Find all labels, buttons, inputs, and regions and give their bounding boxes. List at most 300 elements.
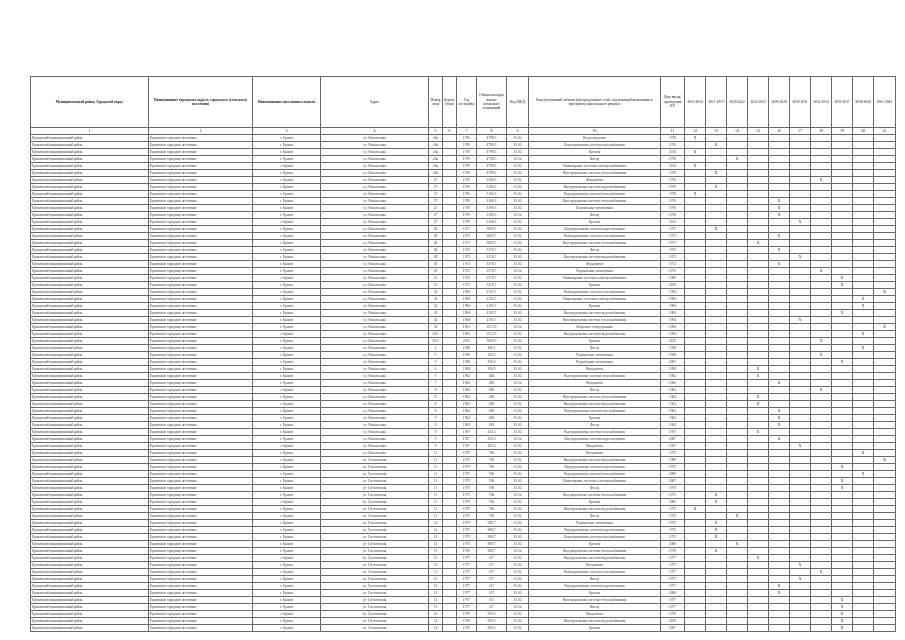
period-cell: [790, 338, 811, 345]
settlement-cell: Ершовское городское поселение: [149, 184, 253, 191]
year-cell: 1976: [457, 198, 477, 205]
period-cell: [853, 289, 874, 296]
table-row: [31, 422, 896, 429]
period-cell: [769, 282, 790, 289]
period-cell: [727, 135, 748, 142]
district-cell: Ершовский муниципальный район: [31, 331, 149, 338]
date-cell: 2009: [661, 471, 685, 478]
block-cell: [443, 611, 457, 618]
date-cell: 1962: [661, 373, 685, 380]
period-cell: [790, 555, 811, 562]
date-cell: 1972: [661, 254, 685, 261]
column-header: Код МКД: [507, 77, 529, 128]
period-cell: [790, 324, 811, 331]
period-cell: [769, 177, 790, 184]
period-mark: X: [769, 436, 790, 443]
period-cell: [748, 597, 769, 604]
column-number: 1: [31, 128, 149, 135]
period-cell: [832, 205, 853, 212]
house-cell: 31: [429, 275, 443, 282]
year-cell: 1962: [457, 401, 477, 408]
column-number: 5: [429, 128, 443, 135]
period-cell: [790, 205, 811, 212]
house-cell: 7: [429, 380, 443, 387]
period-mark: X: [790, 317, 811, 324]
period-cell: [874, 149, 896, 156]
street-cell: ул. Вокзальная: [321, 198, 429, 205]
period-cell: [811, 345, 832, 352]
street-cell: ул. Вокзальная: [321, 240, 429, 247]
table-row: [31, 541, 896, 548]
element-cell: Фундамент: [529, 380, 661, 387]
year-cell: 1976: [457, 142, 477, 149]
element-cell: Подвальные помещения: [529, 352, 661, 359]
house-cell: 7: [429, 373, 443, 380]
area-cell: 588,7: [477, 548, 507, 555]
year-cell: 1977: [457, 604, 477, 611]
period-cell: [727, 478, 748, 485]
period-cell: [874, 604, 896, 611]
street-cell: ул. Вокзальная: [321, 226, 429, 233]
period-mark: X: [853, 303, 874, 310]
date-cell: 1976: [661, 184, 685, 191]
street-cell: ул. Гоголевская: [321, 485, 429, 492]
table-row: [31, 506, 896, 513]
period-cell: [685, 464, 706, 471]
period-cell: [811, 611, 832, 618]
town-cell: г. Ершов: [253, 513, 321, 520]
period-cell: [790, 520, 811, 527]
period-cell: [853, 373, 874, 380]
area-cell: 3856,7: [477, 226, 507, 233]
street-cell: ул. Вокзальная: [321, 310, 429, 317]
period-cell: [706, 310, 727, 317]
table-row: [31, 338, 896, 345]
settlement-cell: Ершовское городское поселение: [149, 478, 253, 485]
period-cell: [706, 254, 727, 261]
street-cell: ул. Гоголевская: [321, 478, 429, 485]
settlement-cell: Ершовское городское поселение: [149, 156, 253, 163]
table-row: [31, 184, 896, 191]
period-cell: [853, 534, 874, 541]
code-cell: 33.02: [507, 170, 529, 177]
period-cell: [748, 408, 769, 415]
period-cell: [769, 324, 790, 331]
year-cell: 1976: [457, 618, 477, 625]
period-cell: [748, 415, 769, 422]
year-cell: 1975: [457, 527, 477, 534]
period-cell: [811, 219, 832, 226]
code-cell: 33.02: [507, 429, 529, 436]
table-row: [31, 415, 896, 422]
code-cell: 33.02: [507, 380, 529, 387]
block-cell: [443, 205, 457, 212]
period-mark: X: [853, 471, 874, 478]
period-mark: X: [811, 177, 832, 184]
year-cell: 1976: [457, 156, 477, 163]
street-cell: ул. Вокзальная: [321, 394, 429, 401]
period-cell: [874, 513, 896, 520]
settlement-cell: Ершовское городское поселение: [149, 590, 253, 597]
house-cell: 9: [429, 429, 443, 436]
period-cell: [853, 366, 874, 373]
period-cell: [706, 219, 727, 226]
period-cell: [685, 254, 706, 261]
settlement-cell: Ершовское городское поселение: [149, 352, 253, 359]
period-cell: [769, 345, 790, 352]
period-cell: [769, 191, 790, 198]
element-cell: Внутридомовая система газоснабжения: [529, 429, 661, 436]
period-cell: [790, 296, 811, 303]
period-cell: [811, 604, 832, 611]
area-cell: 356,5: [477, 366, 507, 373]
house-cell: 11: [429, 513, 443, 520]
element-cell: Подвальные помещения: [529, 268, 661, 275]
period-cell: [727, 345, 748, 352]
element-cell: Кровля: [529, 303, 661, 310]
district-cell: Ершовский муниципальный район: [31, 303, 149, 310]
period-cell: [685, 471, 706, 478]
area-cell: 766: [477, 485, 507, 492]
period-cell: [811, 135, 832, 142]
period-cell: [832, 387, 853, 394]
period-cell: [874, 450, 896, 457]
street-cell: ул. Вокзальная: [321, 401, 429, 408]
code-cell: 33.02: [507, 149, 529, 156]
period-cell: [853, 492, 874, 499]
element-cell: Фундамент: [529, 366, 661, 373]
period-cell: [748, 247, 769, 254]
period-cell: [790, 436, 811, 443]
house-cell: 28: [429, 226, 443, 233]
period-cell: [811, 492, 832, 499]
period-cell: [706, 471, 727, 478]
period-cell: [685, 275, 706, 282]
period-mark: X: [685, 163, 706, 170]
period-cell: [853, 135, 874, 142]
year-cell: 1976: [457, 611, 477, 618]
town-cell: г. Ершов: [253, 583, 321, 590]
table-row: [31, 443, 896, 450]
element-cell: Фасад: [529, 212, 661, 219]
period-cell: [790, 352, 811, 359]
period-cell: [769, 520, 790, 527]
street-cell: ул. Вокзальная: [321, 415, 429, 422]
period-cell: [769, 366, 790, 373]
period-mark: X: [832, 310, 853, 317]
period-cell: [811, 562, 832, 569]
period-mark: X: [874, 324, 896, 331]
period-cell: [769, 289, 790, 296]
period-mark: X: [769, 422, 790, 429]
year-cell: 1975: [457, 457, 477, 464]
table-row: [31, 597, 896, 604]
area-cell: 766: [477, 471, 507, 478]
period-cell: [832, 394, 853, 401]
period-cell: [748, 331, 769, 338]
period-mark: X: [748, 373, 769, 380]
period-cell: [811, 457, 832, 464]
block-cell: [443, 520, 457, 527]
town-cell: г. Ершов: [253, 268, 321, 275]
settlement-cell: Ершовское городское поселение: [149, 303, 253, 310]
year-cell: 1977: [457, 583, 477, 590]
date-cell: 1962: [661, 401, 685, 408]
period-cell: [706, 233, 727, 240]
period-cell: [832, 226, 853, 233]
block-cell: [443, 625, 457, 632]
period-cell: [706, 317, 727, 324]
house-cell: 13: [429, 590, 443, 597]
period-cell: [790, 513, 811, 520]
district-cell: Ершовский муниципальный район: [31, 324, 149, 331]
block-cell: [443, 352, 457, 359]
period-cell: [748, 254, 769, 261]
period-cell: [727, 338, 748, 345]
period-cell: [727, 380, 748, 387]
date-cell: 1977: [661, 562, 685, 569]
period-cell: [685, 289, 706, 296]
period-cell: [874, 282, 896, 289]
period-mark: X: [748, 366, 769, 373]
code-cell: 33.02: [507, 464, 529, 471]
period-cell: [769, 534, 790, 541]
period-cell: [748, 443, 769, 450]
period-cell: [874, 261, 896, 268]
table-row: [31, 310, 896, 317]
column-header: 2032 2034: [811, 77, 832, 128]
period-cell: [790, 191, 811, 198]
district-cell: Ершовский муниципальный район: [31, 520, 149, 527]
period-cell: [748, 177, 769, 184]
table-row: [31, 450, 896, 457]
period-cell: [874, 205, 896, 212]
period-cell: [706, 149, 727, 156]
period-cell: [874, 415, 896, 422]
period-cell: [685, 443, 706, 450]
street-cell: ул. Вокзальная: [321, 324, 429, 331]
period-cell: [832, 240, 853, 247]
table-row: [31, 219, 896, 226]
town-cell: г. Ершов: [253, 177, 321, 184]
district-cell: Ершовский муниципальный район: [31, 492, 149, 499]
area-cell: 3856,7: [477, 233, 507, 240]
year-cell: 1994: [457, 296, 477, 303]
town-cell: г. Ершов: [253, 429, 321, 436]
date-cell: 2006: [661, 541, 685, 548]
house-cell: 13: [429, 569, 443, 576]
area-cell: 356,5: [477, 352, 507, 359]
district-cell: Ершовский муниципальный район: [31, 135, 149, 142]
district-cell: Ершовский муниципальный район: [31, 310, 149, 317]
period-cell: [790, 499, 811, 506]
element-cell: Кровля: [529, 415, 661, 422]
date-cell: 1958: [661, 352, 685, 359]
street-cell: ул. Вокзальная: [321, 184, 429, 191]
area-cell: 483: [477, 408, 507, 415]
house-cell: 27: [429, 184, 443, 191]
code-cell: 33.02: [507, 317, 529, 324]
house-cell: 11: [429, 506, 443, 513]
period-cell: [727, 562, 748, 569]
period-cell: [790, 422, 811, 429]
block-cell: [443, 226, 457, 233]
area-cell: 3106,3: [477, 212, 507, 219]
settlement-cell: Ершовское городское поселение: [149, 366, 253, 373]
year-cell: 1975: [457, 478, 477, 485]
table-row: [31, 317, 896, 324]
period-cell: [706, 590, 727, 597]
period-cell: [769, 527, 790, 534]
area-cell: 317: [477, 604, 507, 611]
period-cell: [727, 576, 748, 583]
area-cell: 453,3: [477, 429, 507, 436]
period-cell: [874, 296, 896, 303]
period-cell: [748, 135, 769, 142]
period-cell: [769, 170, 790, 177]
table-row: [31, 282, 896, 289]
period-cell: [748, 604, 769, 611]
period-cell: [874, 471, 896, 478]
period-cell: [853, 436, 874, 443]
date-cell: 1977: [661, 583, 685, 590]
town-cell: г. Ершов: [253, 457, 321, 464]
house-cell: 14: [429, 625, 443, 632]
period-cell: [769, 513, 790, 520]
period-cell: [874, 478, 896, 485]
block-cell: [443, 492, 457, 499]
house-cell: 26а: [429, 142, 443, 149]
house-cell: 28: [429, 247, 443, 254]
code-cell: 33.02: [507, 569, 529, 576]
settlement-cell: Ершовское городское поселение: [149, 289, 253, 296]
table-row: [31, 191, 896, 198]
street-cell: ул. Гоголевская: [321, 604, 429, 611]
area-cell: 3106,3: [477, 219, 507, 226]
settlement-cell: Ершовское городское поселение: [149, 429, 253, 436]
period-cell: [853, 513, 874, 520]
period-cell: [769, 443, 790, 450]
period-cell: [790, 590, 811, 597]
period-cell: [706, 261, 727, 268]
period-cell: [748, 338, 769, 345]
column-header: 2023 2025: [748, 77, 769, 128]
period-cell: [832, 268, 853, 275]
period-cell: [748, 324, 769, 331]
period-cell: [790, 240, 811, 247]
period-cell: [769, 618, 790, 625]
year-cell: 1977: [457, 597, 477, 604]
district-cell: Ершовский муниципальный район: [31, 548, 149, 555]
period-mark: X: [832, 464, 853, 471]
town-cell: г. Ершов: [253, 310, 321, 317]
period-cell: [832, 373, 853, 380]
town-cell: г. Ершов: [253, 247, 321, 254]
code-cell: 33.02: [507, 394, 529, 401]
period-cell: [727, 317, 748, 324]
element-cell: Внутридомовая система теплоснабжения: [529, 597, 661, 604]
element-cell: Внутридомовая система газоснабжения: [529, 233, 661, 240]
period-cell: [811, 520, 832, 527]
column-header: Конструктивный элемент (внутридомовые сети), подлежащий включению в программу капитального ремонта: [529, 77, 661, 128]
year-cell: 1972: [457, 261, 477, 268]
year-cell: 1958: [457, 345, 477, 352]
element-cell: Внутридомовая система теплоснабжения: [529, 198, 661, 205]
area-cell: 3106,3: [477, 198, 507, 205]
period-cell: [685, 156, 706, 163]
town-cell: г. Ершов: [253, 534, 321, 541]
district-cell: Ершовский муниципальный район: [31, 527, 149, 534]
table-row: [31, 562, 896, 569]
year-cell: 1975: [457, 499, 477, 506]
code-cell: 33.02: [507, 163, 529, 170]
period-cell: [727, 226, 748, 233]
town-cell: г. Ершов: [253, 597, 321, 604]
district-cell: Ершовский муниципальный район: [31, 464, 149, 471]
period-cell: [769, 156, 790, 163]
house-cell: 32: [429, 289, 443, 296]
period-cell: [748, 317, 769, 324]
code-cell: 33.02: [507, 191, 529, 198]
period-cell: [874, 548, 896, 555]
block-cell: [443, 576, 457, 583]
settlement-cell: Ершовское городское поселение: [149, 471, 253, 478]
period-mark: X: [748, 429, 769, 436]
period-cell: [727, 240, 748, 247]
element-cell: Внутридомовая система водоснабжения: [529, 457, 661, 464]
period-cell: [874, 408, 896, 415]
district-cell: Ершовский муниципальный район: [31, 156, 149, 163]
house-cell: 8: [429, 401, 443, 408]
element-cell: Фасад: [529, 576, 661, 583]
block-cell: [443, 394, 457, 401]
town-cell: г. Ершов: [253, 541, 321, 548]
period-cell: [790, 310, 811, 317]
period-cell: [853, 401, 874, 408]
area-cell: 3106,3: [477, 184, 507, 191]
house-cell: 11: [429, 499, 443, 506]
element-cell: Кровля: [529, 282, 661, 289]
date-cell: 1971: [661, 240, 685, 247]
house-cell: 11: [429, 464, 443, 471]
year-cell: 1958: [457, 352, 477, 359]
town-cell: г. Ершов: [253, 282, 321, 289]
period-cell: [685, 555, 706, 562]
district-cell: Ершовский муниципальный район: [31, 338, 149, 345]
table-row: [31, 555, 896, 562]
table-row: [31, 373, 896, 380]
period-cell: [769, 254, 790, 261]
date-cell: 1962: [661, 387, 685, 394]
period-cell: [769, 184, 790, 191]
table-row: [31, 394, 896, 401]
date-cell: 1989: [661, 457, 685, 464]
period-cell: [748, 191, 769, 198]
period-cell: [748, 625, 769, 632]
period-cell: [769, 562, 790, 569]
period-cell: [790, 149, 811, 156]
period-cell: [790, 226, 811, 233]
district-cell: Ершовский муниципальный район: [31, 569, 149, 576]
period-cell: [811, 149, 832, 156]
year-cell: 1972: [457, 254, 477, 261]
period-cell: [832, 520, 853, 527]
period-cell: [727, 520, 748, 527]
settlement-cell: Ершовское городское поселение: [149, 261, 253, 268]
settlement-cell: Ершовское городское поселение: [149, 149, 253, 156]
street-cell: ул. Гоголевская: [321, 562, 429, 569]
period-cell: [811, 597, 832, 604]
